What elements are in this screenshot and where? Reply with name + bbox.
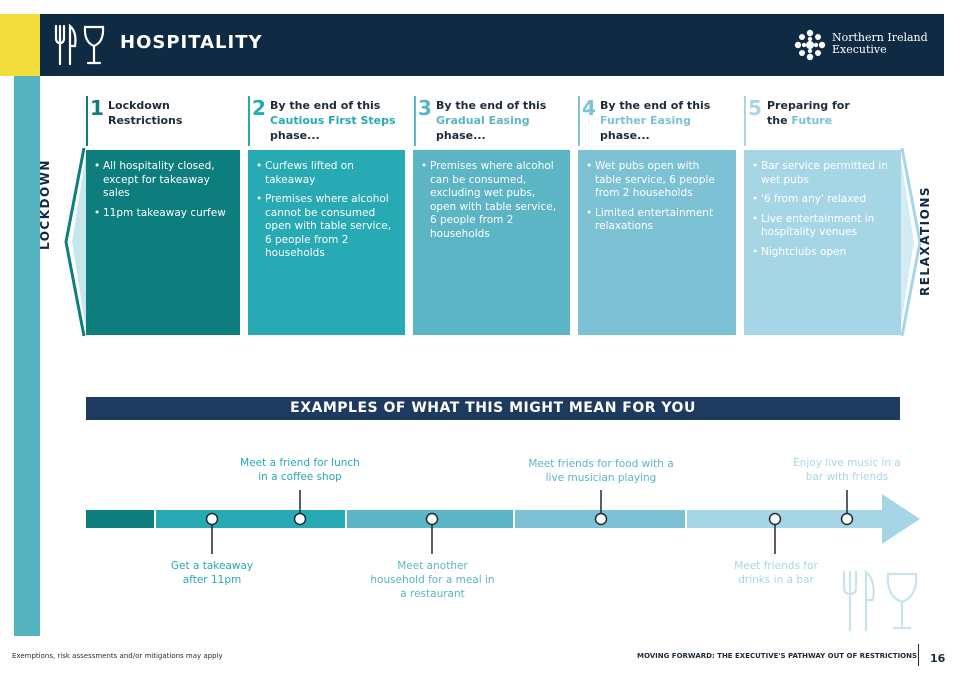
stage-5-box: [744, 150, 901, 335]
stage-1-rule: [86, 96, 88, 146]
stage-1-title: [108, 98, 238, 128]
timeline-label-above: Meet a friend for lunch in a coffee shop: [240, 457, 360, 483]
stage-1-item: • 11pm takeaway curfew: [92, 207, 232, 221]
stage-2-number: 2: [252, 96, 266, 120]
lockdown-label: LOCKDOWN: [38, 159, 52, 250]
stage-1-number: 1: [90, 96, 104, 120]
timeline-label-below: Meet another household for a meal in a restaurant: [370, 560, 495, 600]
stage-1-title-line1: Lockdown: [108, 99, 170, 112]
stage-5-title-highlight: Future: [791, 114, 833, 127]
stage-4-rule: [578, 96, 580, 146]
stage-3-title-suffix: phase...: [436, 129, 486, 142]
fork-knife-wine-icon: [840, 568, 922, 634]
footer-divider: [918, 644, 919, 666]
stage-4-title-suffix: phase...: [600, 129, 650, 142]
timeline-label-above: Meet friends for food with a live musician playing: [528, 458, 674, 484]
stage-3-title-line1: By the end of this: [436, 99, 547, 112]
stage-5-item: • Nightclubs open: [750, 246, 893, 260]
timeline-label-above: Enjoy live music in a bar with friends: [793, 457, 901, 483]
stage-5-item: • Bar service permitted in wet pubs: [750, 160, 893, 187]
footer-document-title: MOVING FORWARD: THE EXECUTIVE'S PATHWAY OUT OF RESTRICTIONS: [637, 652, 918, 660]
stage-5-title-line1: Preparing for: [767, 99, 850, 112]
left-accent-bar: [14, 76, 40, 636]
stage-2-title-suffix: phase...: [270, 129, 320, 142]
page-number: 16: [930, 652, 946, 665]
stage-1-item: • All hospitality closed, except for takeaway sales: [92, 160, 232, 201]
page-title: HOSPITALITY: [120, 32, 263, 53]
stage-2-item: • Curfews lifted on takeaway: [254, 160, 397, 187]
stage-3-title: [436, 98, 576, 143]
examples-heading: EXAMPLES OF WHAT THIS MIGHT MEAN FOR YOU: [86, 397, 900, 420]
stage-4-box: [578, 150, 736, 335]
stage-5-item: • '6 from any' relaxed: [750, 193, 893, 207]
stage-5-item: • Live entertainment in hospitality venues: [750, 213, 893, 240]
stage-3-number: 3: [418, 96, 432, 120]
stage-4-item: • Limited entertainment relaxations: [584, 207, 728, 234]
timeline-label-below: Get a takeaway after 11pm: [170, 560, 254, 586]
stage-2-title-line1: By the end of this: [270, 99, 381, 112]
timeline-arrow: [84, 490, 924, 554]
stage-4-title-highlight: Further Easing: [600, 114, 691, 127]
stage-2-title-highlight: Cautious First Steps: [270, 114, 396, 127]
stage-2-box: [248, 150, 405, 335]
stage-5-number: 5: [748, 96, 762, 120]
relaxations-label: RELAXATIONS: [918, 185, 932, 296]
stage-2-item: • Premises where alcohol cannot be consumed open with table service, 6 people from 2 households: [254, 193, 397, 261]
stage-5-title: [767, 98, 897, 128]
stage-3-item: • Premises where alcohol can be consumed, excluding wet pubs, open with table service, 6 people from 2 households: [419, 160, 562, 241]
stage-4-title-line2: [600, 113, 740, 143]
left-chevron-icon: [60, 146, 86, 338]
stage-4-title-line1: By the end of this: [600, 99, 711, 112]
stage-4-title: [600, 98, 740, 143]
stage-2-title: [270, 98, 408, 143]
timeline-label-below: Meet friends for drinks in a bar: [734, 560, 818, 586]
nie-logo-icon: [793, 28, 827, 62]
stage-5-title-prefix: the: [767, 114, 792, 127]
stage-1-box: [86, 150, 240, 335]
stage-1-title-line2: Restrictions: [108, 114, 183, 127]
stage-3-rule: [414, 96, 416, 146]
logo-line-2: Executive: [832, 43, 887, 56]
stage-2-rule: [248, 96, 250, 146]
footer-note: Exemptions, risk assessments and/or mitigations may apply: [12, 652, 223, 660]
logo-text: [832, 32, 928, 56]
header-accent: [0, 14, 40, 76]
stage-3-title-line2: [436, 113, 576, 143]
stage-4-number: 4: [582, 96, 596, 120]
stage-3-title-highlight: Gradual Easing: [436, 114, 530, 127]
stage-5-title-line2: [767, 113, 897, 128]
stage-3-box: [413, 150, 570, 335]
stage-5-rule: [744, 96, 746, 146]
stage-4-item: • Wet pubs open with table service, 6 people from 2 households: [584, 160, 728, 201]
logo-line-1: Northern Ireland: [832, 31, 928, 44]
fork-knife-wine-icon: [52, 22, 108, 68]
